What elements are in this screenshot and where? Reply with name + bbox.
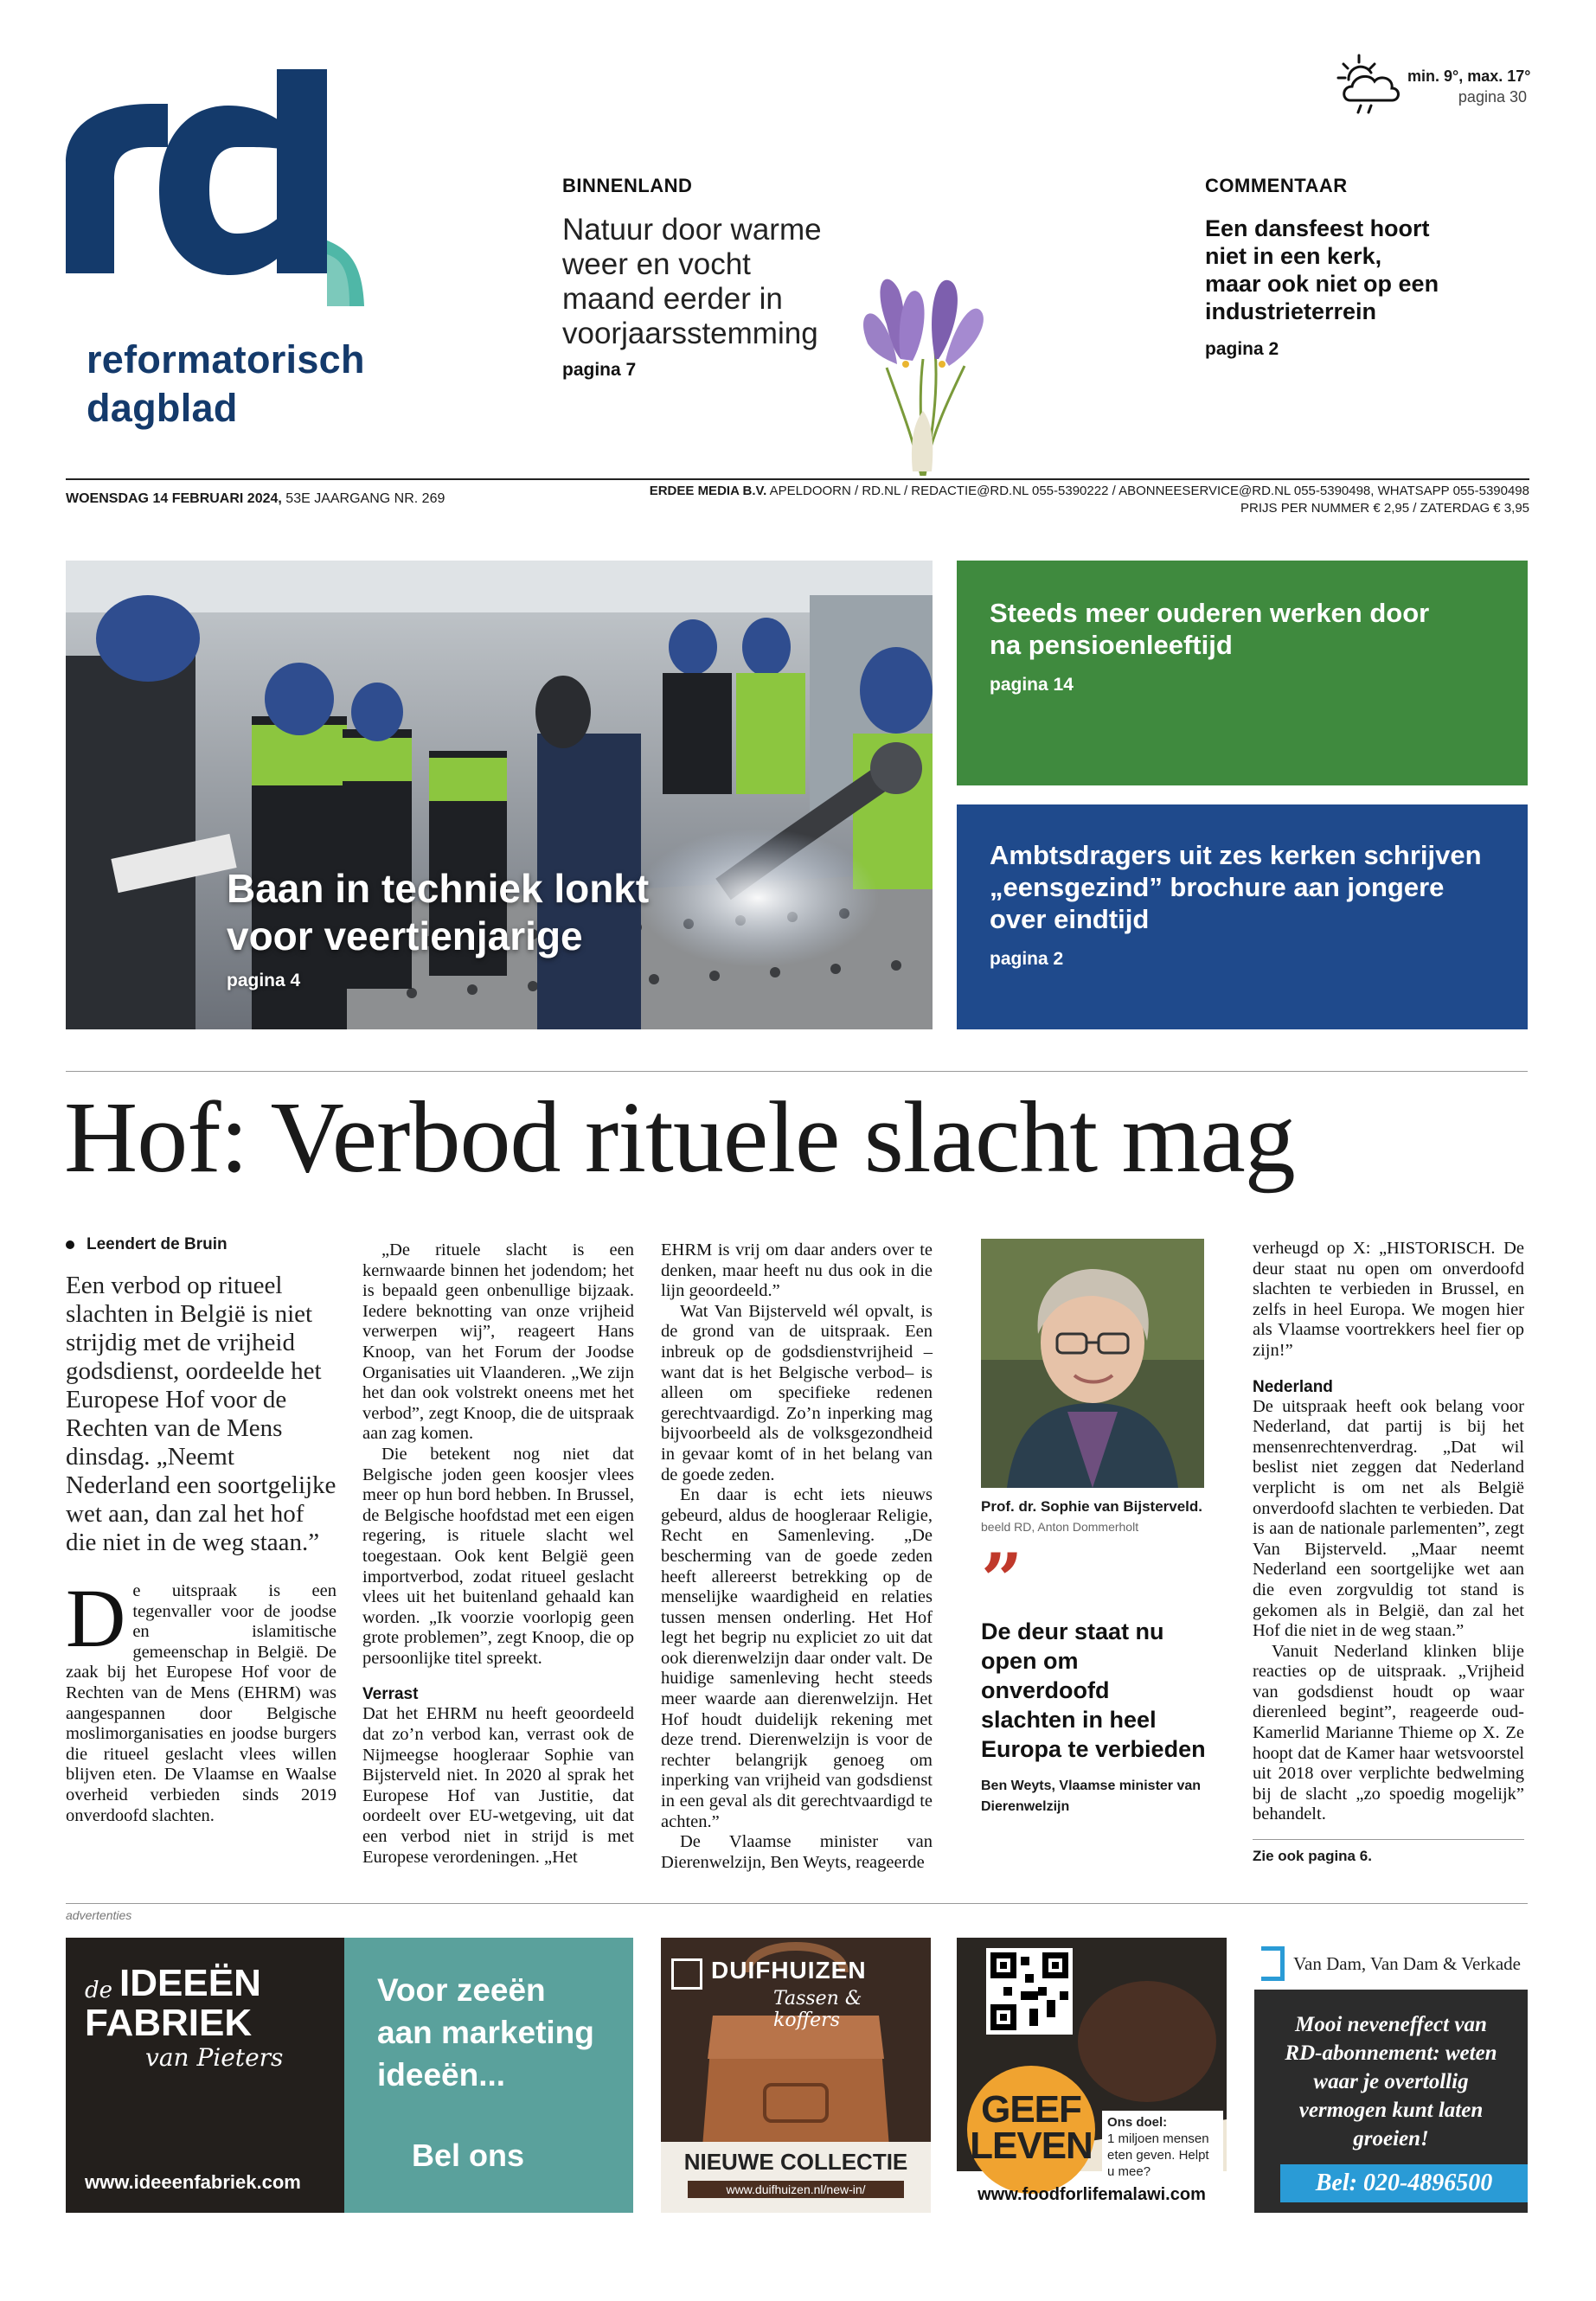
photo-story-title-line2: voor veertienjarige xyxy=(227,913,583,958)
article-lead xyxy=(66,1572,337,1826)
ad3-goal-box xyxy=(1102,2111,1223,2183)
photo-caption-credit: beeld RD, Anton Dommerholt xyxy=(981,1520,1139,1534)
paragraph: En daar is echt iets nieuws gebeurd, aldus de hoogleraar Religie, Recht en Samenleving. „De bescherming van de goede zeden heeft allereerst betrekking op de menselijke waardigheid en relaties tussen mensen onderling. Het Hof legt het begrip nu expliciet zo uit dat ook dierenwelzijn daar onder valt. De huidige samenleving hecht steeds meer waarde aan dierenwelzijn. Het Hof houdt duidelijk rekening met deze trend. Dierenwelzijn is voor de rechter belangrijk genoeg om inperking van vrijheid van godsdienst in een geval als dit gerechtvaardigd te achten.” xyxy=(661,1485,933,1831)
dateline-date: WOENSDAG 14 FEBRUARI 2024, xyxy=(66,491,282,506)
ad4-text: Mooi neveneffect van RD-abonnement: weten waar je overtollig vermogen kunt laten groeien! xyxy=(1285,2013,1497,2150)
ad2-brand: DUIFHUIZEN xyxy=(711,1957,867,1984)
drop-cap: D xyxy=(66,1572,126,1664)
box-green-title-line1: Steeds meer ouderen werken door xyxy=(990,598,1430,628)
teaser-line: niet in een kerk, xyxy=(1205,243,1382,269)
subheading-nederland: Nederland xyxy=(1253,1377,1333,1396)
photo-story-page: pagina 4 xyxy=(227,971,301,990)
paragraph: EHRM is vrij om daar anders over te denken, maar heeft nu dus ook in die lijn geoordeeld.” xyxy=(661,1240,933,1301)
weather-page: pagina 30 xyxy=(1458,88,1527,106)
article-col-4 xyxy=(981,1239,1206,1817)
ad3-badge xyxy=(967,2066,1095,2194)
bullet-icon xyxy=(66,1240,74,1249)
article-col-5 xyxy=(1253,1239,1524,1825)
dateline-contact-line xyxy=(650,483,1529,500)
ad1-slogan-line3: ideeën... xyxy=(377,2057,506,2093)
author-name: Leendert de Bruin xyxy=(87,1235,228,1253)
ad4-header xyxy=(1254,1938,1528,1990)
ad1-url: www.ideeenfabriek.com xyxy=(85,2171,301,2193)
masthead-name-line2: dagblad xyxy=(87,386,238,430)
ad3-badge-line1: GEEF xyxy=(981,2088,1081,2131)
teaser-line: industrieterrein xyxy=(1205,298,1377,324)
article-lead-text: e uitspraak is een tegenvaller voor de joodse en islamitische gemeenschap in België. xyxy=(132,1581,337,1662)
subheading-verrast: Verrast xyxy=(362,1685,419,1704)
ad1-slogan xyxy=(377,1969,600,2096)
box-green-page: pagina 14 xyxy=(990,675,1074,695)
main-headline[interactable]: Hof: Verbod rituele slacht mag xyxy=(64,1080,1295,1194)
ads-label: advertenties xyxy=(66,1908,132,1922)
ad1-brand-row xyxy=(85,1964,301,2003)
ad1-brand-line3: van Pieters xyxy=(145,2043,284,2072)
teaser-commentaar-page: pagina 2 xyxy=(1205,339,1279,359)
photo-caption-name: Prof. dr. Sophie van Bijsterveld. xyxy=(981,1498,1203,1515)
weather-temps: min. 9°, max. 17° xyxy=(1407,67,1531,85)
box-blue-title xyxy=(990,839,1495,935)
teaser-line: Een dansfeest hoort xyxy=(1205,215,1430,241)
see-also-rule xyxy=(1253,1839,1524,1840)
teaser-binnenland-kicker: BINNENLAND xyxy=(562,175,693,196)
teaser-line: maar ook niet op een xyxy=(1205,271,1439,297)
quote-mark-icon: ” xyxy=(981,1537,1018,1623)
ad2-headline: NIEUWE COLLECTIE xyxy=(683,2149,908,2175)
article-intro: Een verbod op ritueel slachten in België is niet strijdig met de vrijheid godsdienst, oordeelde het Europese Hof voor de Rechten van de Mens dinsdag. „Neemt Nederland een soortgelijke wet aan, dan zal het hof die niet in de weg staan.” xyxy=(66,1272,337,1556)
article-col-1 xyxy=(66,1235,337,1826)
ad1-brand-de: de xyxy=(85,1977,113,2003)
ad1-brand-line2: FABRIEK xyxy=(85,2002,253,2044)
teaser-binnenland-page: pagina 7 xyxy=(562,360,637,380)
article-col-2 xyxy=(362,1240,634,1868)
ad-ideeenfabriek[interactable] xyxy=(66,1938,633,2213)
dateline-left xyxy=(66,491,445,507)
photo-story[interactable] xyxy=(66,561,933,1029)
teaser-binnenland[interactable] xyxy=(562,175,874,381)
photo-caption xyxy=(981,1497,1206,1537)
box-blue[interactable] xyxy=(957,804,1528,1029)
teaser-commentaar[interactable] xyxy=(1205,175,1516,360)
ad-food-for-life[interactable] xyxy=(957,1938,1227,2213)
paragraph: Dat het EHRM nu heeft geoordeeld dat zo’n verbod kan, verrast ook de Nijmeegse hoogleraar Sophie van Bijsterveld niet. In 2020 al sprak het Europese Hof van Justitie, dat oordeelt over EU-wetgeving, uit dat een verbod niet in strijd is met Europese verordeningen. „Het xyxy=(362,1704,634,1867)
ad2-sub: Tassen & koffers xyxy=(773,1988,862,2031)
box-green-title-line2: na pensioenleeftijd xyxy=(990,630,1233,660)
dateline-right xyxy=(650,483,1529,517)
paragraph: De uitspraak heeft ook belang voor Nederland, dat partij is bij het mensenrechtenverdrag. „Dat wil beslist niet zeggen dat Nederland verplicht is om net als België onverdoofd slachten te verbieden. Dat is aan de nationale parlementen”, zegt Van Bijsterveld. „Maar neemt Nederland een soortgelijke wet aan die even zorgvuldig tot stand is gekomen als in België, dan zal het Hof die niet in de weg staan.” xyxy=(1253,1396,1524,1641)
see-also[interactable]: Zie ook pagina 6. xyxy=(1253,1848,1372,1864)
ad4-firm: Van Dam, Van Dam & Verkade xyxy=(1293,1952,1521,1974)
teaser-commentaar-title xyxy=(1205,215,1516,325)
paragraph: Wat Van Bijsterveld wél opvalt, is de grond van de uitspraak. Een inbreuk op de godsdienstvrijheid –want dat is het Belgische verbod– is alleen om specifieke redenen gerechtvaardigd. Zo’n inperking mag bijvoorbeeld als de volksgezondheid in gevaar komt of in het belang van de goede zeden. xyxy=(661,1301,933,1484)
ad1-brand xyxy=(85,1964,301,2072)
ad1-slogan-line2: aan marketing xyxy=(377,2015,594,2050)
photo-story-title xyxy=(227,865,649,960)
teaser-binnenland-title xyxy=(562,213,874,351)
ad2-url: www.duifhuizen.nl/new-in/ xyxy=(688,2181,904,2198)
author-line xyxy=(66,1235,337,1254)
ad2-footer xyxy=(661,2142,931,2213)
qr-code-icon xyxy=(986,1948,1073,2035)
box-blue-title-line1: Ambtsdragers uit zes kerken schrijven xyxy=(990,840,1482,870)
portrait-sophie-van-bijsterveld-image xyxy=(981,1239,1204,1488)
rd-logo-icon xyxy=(64,67,410,327)
ads-rule xyxy=(66,1903,1528,1904)
cloud-sun-rain-icon xyxy=(1336,52,1404,119)
ad3-goal-text: 1 miljoen mensen eten geven. Helpt u mee? xyxy=(1107,2131,1209,2179)
box-green-title xyxy=(990,597,1495,661)
ad4-phone: Bel: 020-4896500 xyxy=(1280,2164,1528,2202)
teaser-line: weer en vocht xyxy=(562,247,751,281)
ad3-badge-line2: LEVEN xyxy=(970,2125,1093,2167)
paragraph: De Vlaamse minister van Dierenwelzijn, Ben Weyts, reageerde xyxy=(661,1832,933,1872)
ad3-url: www.foodforlifemalawi.com xyxy=(977,2185,1206,2204)
box-blue-title-line3: over eindtijd xyxy=(990,904,1150,934)
crocus-flower-image xyxy=(852,264,995,476)
pull-quote-source: Ben Weyts, Vlaamse minister van Dierenwelzijn xyxy=(981,1779,1202,1814)
article-col1-text: De zaak bij het Europese Hof voor de Rechten van de Mens (EHRM) was aangespannen door Belgische moslimorganisaties en joodse burgers die ritueel geslacht vlees willen blijven eten. De Vlaamse en Waalse overheid verbieden sinds 2019 onverdoofd slachten. xyxy=(66,1642,337,1825)
paragraph: „De rituele slacht is een kernwaarde binnen het jodendom; het is bepaald geen onbenullige bijzaak. Iedere beknotting van onze vrijheid verwerpen wij”, reageert Hans Knoop, van het Forum der Joodse Organisaties uit Vlaanderen. „We zijn het dan ook volstrekt oneens met het verbod”, zegt Knoop, die de uitspraak aan zag komen. xyxy=(362,1240,634,1444)
ad1-slogan-line1: Voor zeeën xyxy=(377,1972,546,2008)
ad-duifhuizen[interactable] xyxy=(661,1938,931,2213)
box-blue-title-line2: „eensgezind” brochure aan jongere xyxy=(990,872,1445,902)
paragraph: Die betekent nog niet dat Belgische joden geen koosjer vlees meer op hun bord hebben. In Brussel, de Belgische hoofdstad met een eigen regering, is rituele slacht wel toegestaan. Ook kent België geen importverbod, zodat ritueel geslacht vlees uit het buitenland gehaald kan worden. „Ik voorzie voorlopig geen grote problemen”, zegt Knoop, die op persoonlijke titel spreekt. xyxy=(362,1444,634,1668)
box-blue-page: pagina 2 xyxy=(990,949,1064,969)
weather-box[interactable] xyxy=(1336,52,1544,121)
paragraph: verheugd op X: „HISTORISCH. De deur staat nu open om onverdoofd slachten te verbieden in Brussel, en zelfs in heel Europa. We mogen hier als Vlaamse voortrekkers heel fier op zijn!” xyxy=(1253,1239,1524,1360)
masthead-name xyxy=(87,336,467,433)
dateline-contact: APELDOORN / RD.NL / REDACTIE@RD.NL 055-5390222 / ABONNEESERVICE@RD.NL 055-5390498, WHATSAPP 055-5390498 xyxy=(769,484,1529,498)
teaser-commentaar-kicker: COMMENTAAR xyxy=(1205,175,1348,196)
headline-rule xyxy=(66,1071,1528,1072)
dateline-price: PRIJS PER NUMMER € 2,95 / ZATERDAG € 3,95 xyxy=(1240,501,1529,516)
dateline-rule xyxy=(66,478,1529,480)
masthead-logo[interactable] xyxy=(64,67,410,327)
ad1-slogan-panel xyxy=(344,1938,633,2213)
box-green[interactable] xyxy=(957,561,1528,785)
ad1-cta: Bel ons xyxy=(412,2138,525,2173)
ad-van-dam[interactable] xyxy=(1254,1938,1528,2213)
pull-quote: De deur staat nu open om onverdoofd slachten in heel Europa te verbieden xyxy=(981,1618,1206,1762)
teaser-line: Natuur door warme xyxy=(562,213,822,247)
portrait-photo[interactable] xyxy=(981,1239,1204,1488)
ad1-brand-line1: IDEEËN xyxy=(119,1962,261,2004)
teaser-line: voorjaarsstemming xyxy=(562,317,818,350)
photo-story-title-line1: Baan in techniek lonkt xyxy=(227,866,650,911)
dateline-publisher: ERDEE MEDIA B.V. xyxy=(649,484,767,498)
ad3-goal: Ons doel: xyxy=(1107,2115,1168,2130)
article-col-3 xyxy=(661,1240,933,1873)
masthead-name-line1: reformatorisch xyxy=(87,337,365,381)
ad4-logo-icon xyxy=(1261,1946,1285,1981)
ad2-logo-icon xyxy=(671,1958,702,1990)
teaser-line: maand eerder in xyxy=(562,282,783,316)
dateline-volume: 53E JAARGANG NR. 269 xyxy=(285,491,445,506)
paragraph: Vanuit Nederland klinken blije reacties op de uitspraak. „Vrijheid van godsdienst houdt op waar dierenleed begint”, reageerde oud-Kamerlid Marianne Thieme op X. Ze hoopt dat de Kamer haar wetsvoorstel uit 2018 over verplichte bedwelming bij de slacht „zo spoedig mogelijk” behandelt. xyxy=(1253,1641,1524,1824)
